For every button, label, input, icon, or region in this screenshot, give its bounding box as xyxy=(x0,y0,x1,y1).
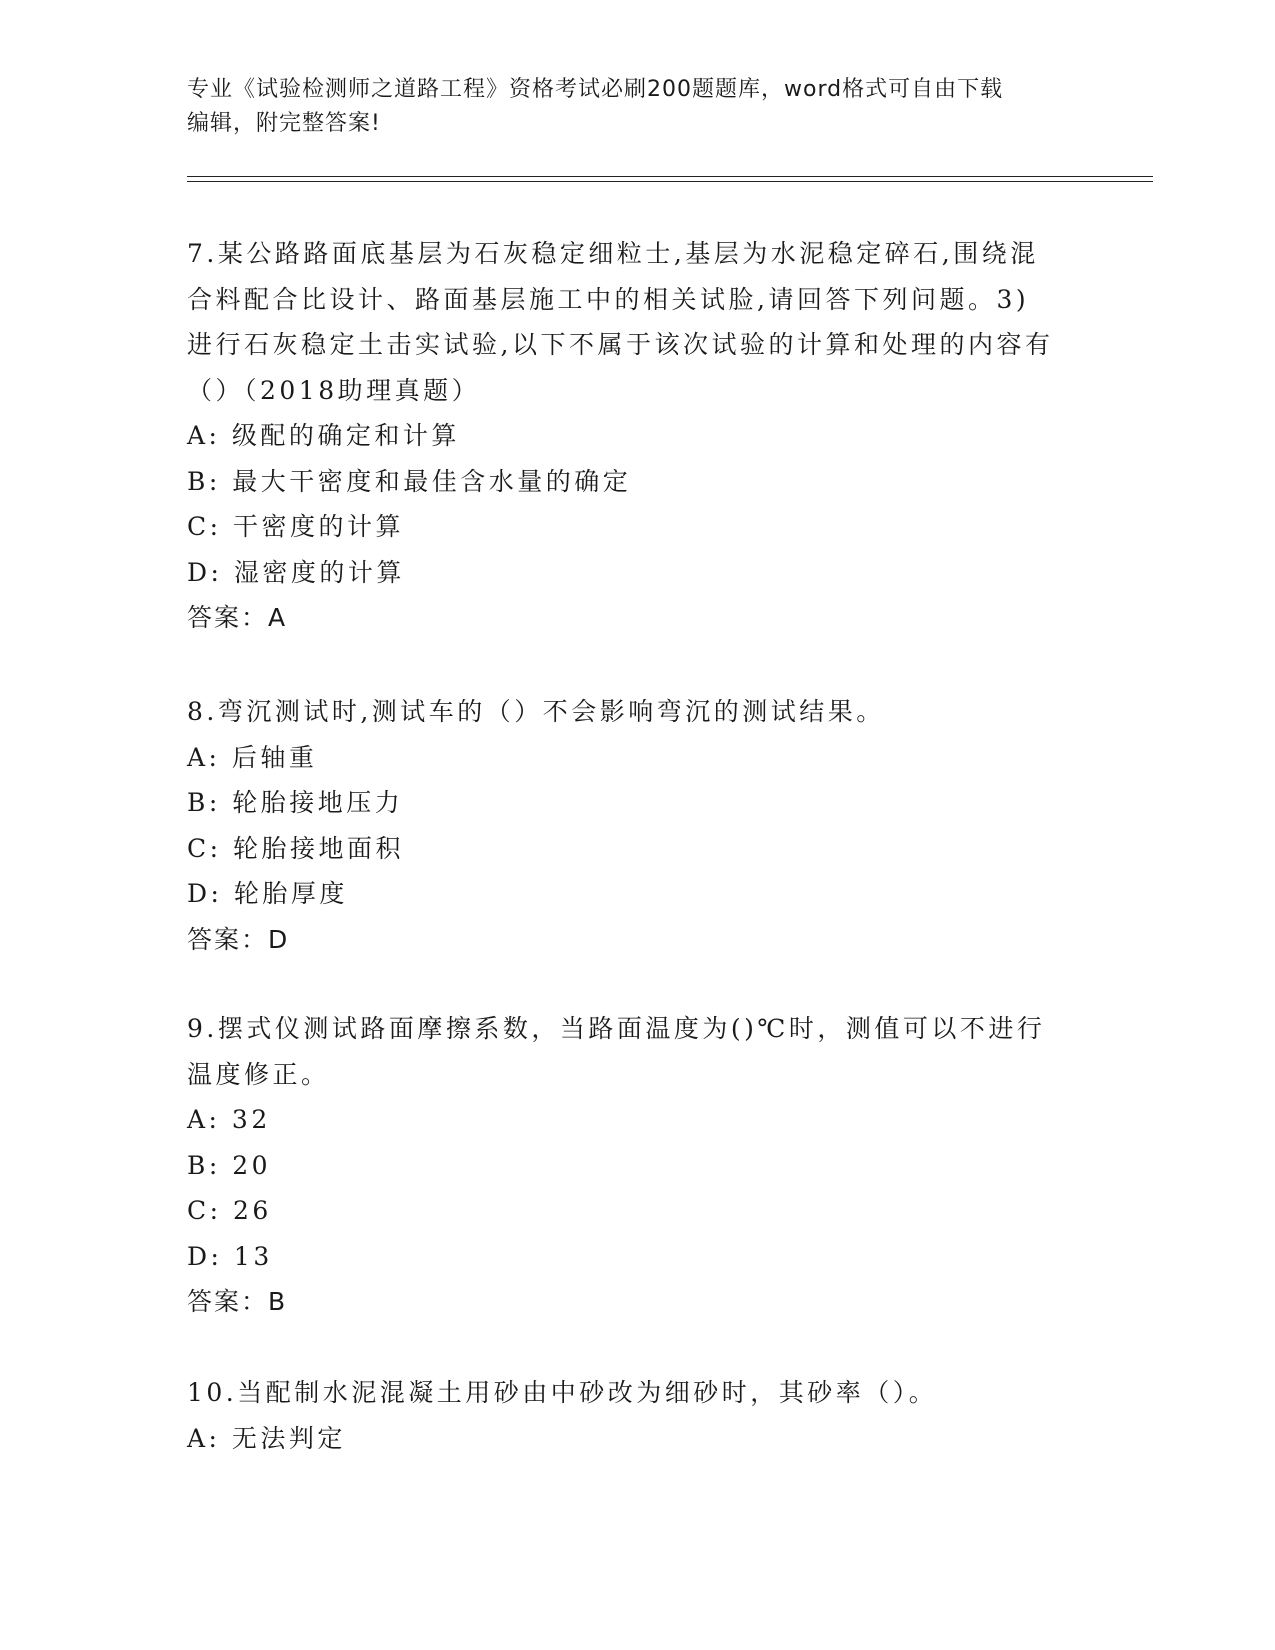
option-d: D: 13 xyxy=(187,1241,273,1271)
option-a: A: 32 xyxy=(187,1105,271,1134)
answer: 答案：B xyxy=(187,1287,288,1316)
option-d: D: 轮胎厚度 xyxy=(187,879,348,908)
option-d: D: 湿密度的计算 xyxy=(187,557,405,587)
question-stem-line: 9.摆式仪测试路面摩擦系数，当路面温度为()℃时，测值可以不进行 xyxy=(187,1014,1046,1043)
question-7 xyxy=(187,231,1077,641)
option-c: C: 轮胎接地面积 xyxy=(187,833,404,863)
answer: 答案：A xyxy=(187,603,288,632)
answer: 答案：D xyxy=(187,924,290,954)
header-line-1: 专业《试验检测师之道路工程》资格考试必刷200题题库，word格式可自由下载 xyxy=(187,77,1004,102)
question-stem-line: （）（2018助理真题） xyxy=(187,375,481,405)
option-b: B: 最大干密度和最佳含水量的确定 xyxy=(187,466,632,496)
header-divider-top xyxy=(187,176,1153,177)
option-b: B: 轮胎接地压力 xyxy=(187,788,404,817)
option-b: B: 20 xyxy=(187,1150,272,1180)
question-stem-line: 7.某公路路面底基层为石灰稳定细粒士,基层为水泥稳定碎石,围绕混 xyxy=(187,239,1039,268)
question-stem-line: 10.当配制水泥混凝土用砂由中砂改为细砂时，其砂率（）。 xyxy=(187,1378,938,1407)
question-stem-line: 温度修正。 xyxy=(187,1059,330,1089)
question-stem-line: 进行石灰稳定土击实试验,以下不属于该次试验的计算和处理的内容有 xyxy=(187,330,1054,359)
question-stem-line: 8.弯沉测试时,测试车的（）不会影响弯沉的测试结果。 xyxy=(187,697,885,726)
question-stem-line: 合料配合比设计、路面基层施工中的相关试脸,请回答下列问题。3) xyxy=(187,284,1030,314)
header-divider-bottom xyxy=(187,181,1153,182)
document-header xyxy=(187,73,1067,141)
header-line-2: 编辑，附完整答案! xyxy=(187,111,381,136)
question-8 xyxy=(187,689,1077,962)
option-c: C: 干密度的计算 xyxy=(187,512,404,541)
option-c: C: 26 xyxy=(187,1196,272,1225)
option-a: A: 后轴重 xyxy=(187,742,318,772)
option-a: A: 级配的确定和计算 xyxy=(187,421,460,450)
question-10 xyxy=(187,1370,1077,1461)
question-9 xyxy=(187,1006,1077,1325)
option-a: A: 无法判定 xyxy=(187,1423,346,1453)
